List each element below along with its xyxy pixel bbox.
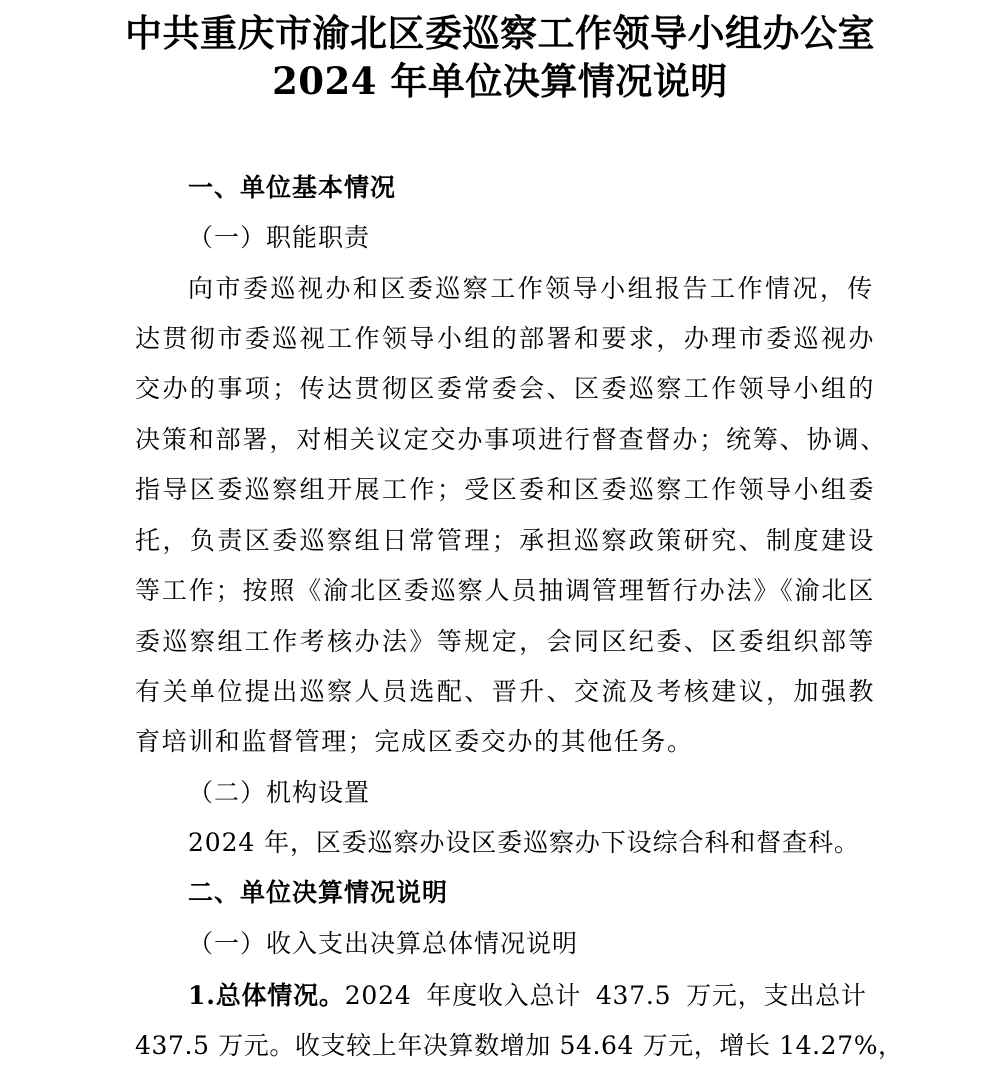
subsection-heading-organization: （二）机构设置 — [188, 778, 371, 807]
duties-paragraph-line-1: 向市委巡视办和区委巡察工作领导小组报告工作情况，传 — [188, 274, 874, 303]
subsection-heading-duties: （一）职能职责 — [188, 223, 371, 252]
duties-paragraph-line-8: 委巡察组工作考核办法》等规定，会同区纪委、区委组织部等 — [135, 627, 875, 656]
duties-paragraph-line-10: 育培训和监督管理；完成区委交办的其他任务。 — [135, 727, 694, 756]
section-heading-final-accounts: 二、单位决算情况说明 — [188, 878, 449, 907]
duties-paragraph-line-5: 指导区委巡察组开展工作；受区委和区委巡察工作领导小组委 — [135, 475, 875, 504]
duties-paragraph-line-7: 等工作；按照《渝北区委巡察人员抽调管理暂行办法》《渝北区 — [135, 576, 875, 605]
duties-paragraph-line-9: 有关单位提出巡察人员选配、晋升、交流及考核建议，加强教 — [135, 677, 875, 706]
duties-paragraph-line-2: 达贯彻市委巡视工作领导小组的部署和要求，办理市委巡视办 — [135, 324, 875, 353]
overall-situation-text: 2024 年度收入总计 437.5 万元，支出总计 — [344, 981, 867, 1010]
overall-situation-line-1 — [188, 980, 867, 1012]
section-heading-basic-info: 一、单位基本情况 — [188, 173, 397, 202]
overall-situation-line-2: 437.5 万元。收支较上年决算数增加 54.64 万元，增长 14.27%， — [135, 1031, 904, 1060]
organization-text: 2024 年，区委巡察办设区委巡察办下设综合科和督查科。 — [188, 828, 860, 857]
duties-paragraph-line-3: 交办的事项；传达贯彻区委常委会、区委巡察工作领导小组的 — [135, 374, 875, 403]
duties-paragraph-line-4: 决策和部署，对相关议定交办事项进行督查督办；统筹、协调、 — [135, 425, 887, 454]
duties-paragraph-line-6: 托，负责区委巡察组日常管理；承担巡察政策研究、制度建设 — [135, 526, 875, 555]
subsection-heading-income-expenditure: （一）收入支出决算总体情况说明 — [188, 929, 579, 958]
document-title-line-1: 中共重庆市渝北区委巡察工作领导小组办公室 — [125, 11, 875, 55]
overall-situation-label: 1.总体情况。 — [188, 981, 345, 1010]
document-title-line-2: 2024 年单位决算情况说明 — [272, 59, 728, 103]
